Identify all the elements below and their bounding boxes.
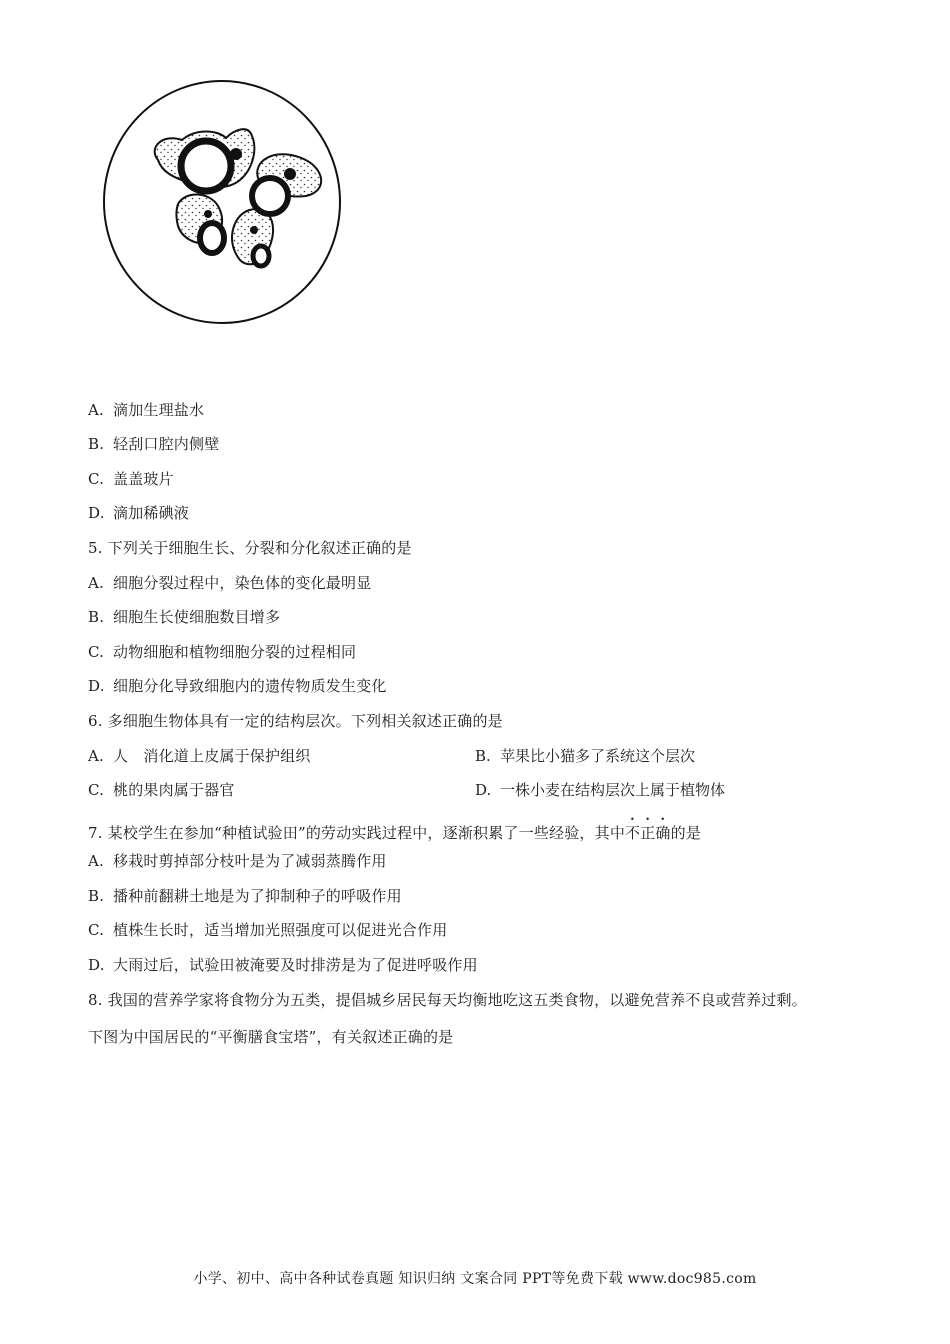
nucleus-3 — [204, 210, 212, 218]
nucleus-2 — [284, 168, 296, 180]
air-bubble-1 — [181, 141, 231, 191]
q6-option-d: D. 一株小麦在结构层次上属于植物体 — [475, 781, 726, 799]
field-of-view-circle — [104, 81, 340, 323]
q7-option-d: D. 大雨过后，试验田被淹要及时排涝是为了促进呼吸作用 — [88, 956, 478, 974]
q6-option-c: C. 桃的果肉属于器官 — [88, 781, 235, 799]
q8-stem-line2: 下图为中国居民的“平衡膳食宝塔”，有关叙述正确的是 — [88, 1028, 454, 1046]
q7-option-b: B. 播种前翻耕土地是为了抑制种子的呼吸作用 — [88, 887, 402, 905]
microscope-field-figure — [100, 78, 345, 328]
air-bubble-3 — [200, 223, 224, 253]
q5-stem: 5. 下列关于细胞生长、分裂和分化叙述正确的是 — [88, 539, 412, 557]
q5-option-c: C. 动物细胞和植物细胞分裂的过程相同 — [88, 643, 357, 661]
q5-option-d: D. 细胞分化导致细胞内的遗传物质发生变化 — [88, 677, 387, 695]
q7-option-a: A. 移栽时剪掉部分枝叶是为了减弱蒸腾作用 — [88, 852, 387, 870]
q8-stem-line1: 8. 我国的营养学家将食物分为五类，提倡城乡居民每天均衡地吃这五类食物，以避免营养不良或营养过剩。 — [88, 991, 807, 1009]
emphasis-not-correct: 不正确 — [625, 824, 671, 842]
q4-option-b: B. 轻刮口腔内侧壁 — [88, 435, 220, 453]
q5-option-a: A. 细胞分裂过程中，染色体的变化最明显 — [88, 574, 372, 592]
q7-option-c: C. 植株生长时，适当增加光照强度可以促进光合作用 — [88, 921, 448, 939]
q6-option-a: A. 人 消化道上皮属于保护组织 — [88, 747, 311, 765]
nucleus-4 — [250, 226, 258, 234]
q4-option-a: A. 滴加生理盐水 — [88, 401, 205, 419]
q4-option-c: C. 盖盖玻片 — [88, 470, 174, 488]
page-footer: 小学、初中、高中各种试卷真题 知识归纳 文案合同 PPT等免费下载 www.doc985.com — [193, 1271, 757, 1287]
air-bubble-2 — [252, 178, 288, 214]
q6-option-b: B. 苹果比小猫多了系统这个层次 — [475, 747, 696, 765]
q6-stem: 6. 多细胞生物体具有一定的结构层次。下列相关叙述正确的是 — [88, 712, 503, 730]
q5-option-b: B. 细胞生长使细胞数目增多 — [88, 608, 281, 626]
q7-stem: 7. 某校学生在参加“种植试验田”的劳动实践过程中，逐渐积累了一些经验，其中不正确的是 — [88, 824, 702, 842]
q4-option-d: D. 滴加稀碘液 — [88, 504, 190, 522]
air-bubble-4 — [253, 246, 269, 266]
cheek-cell-drawing — [100, 78, 345, 328]
